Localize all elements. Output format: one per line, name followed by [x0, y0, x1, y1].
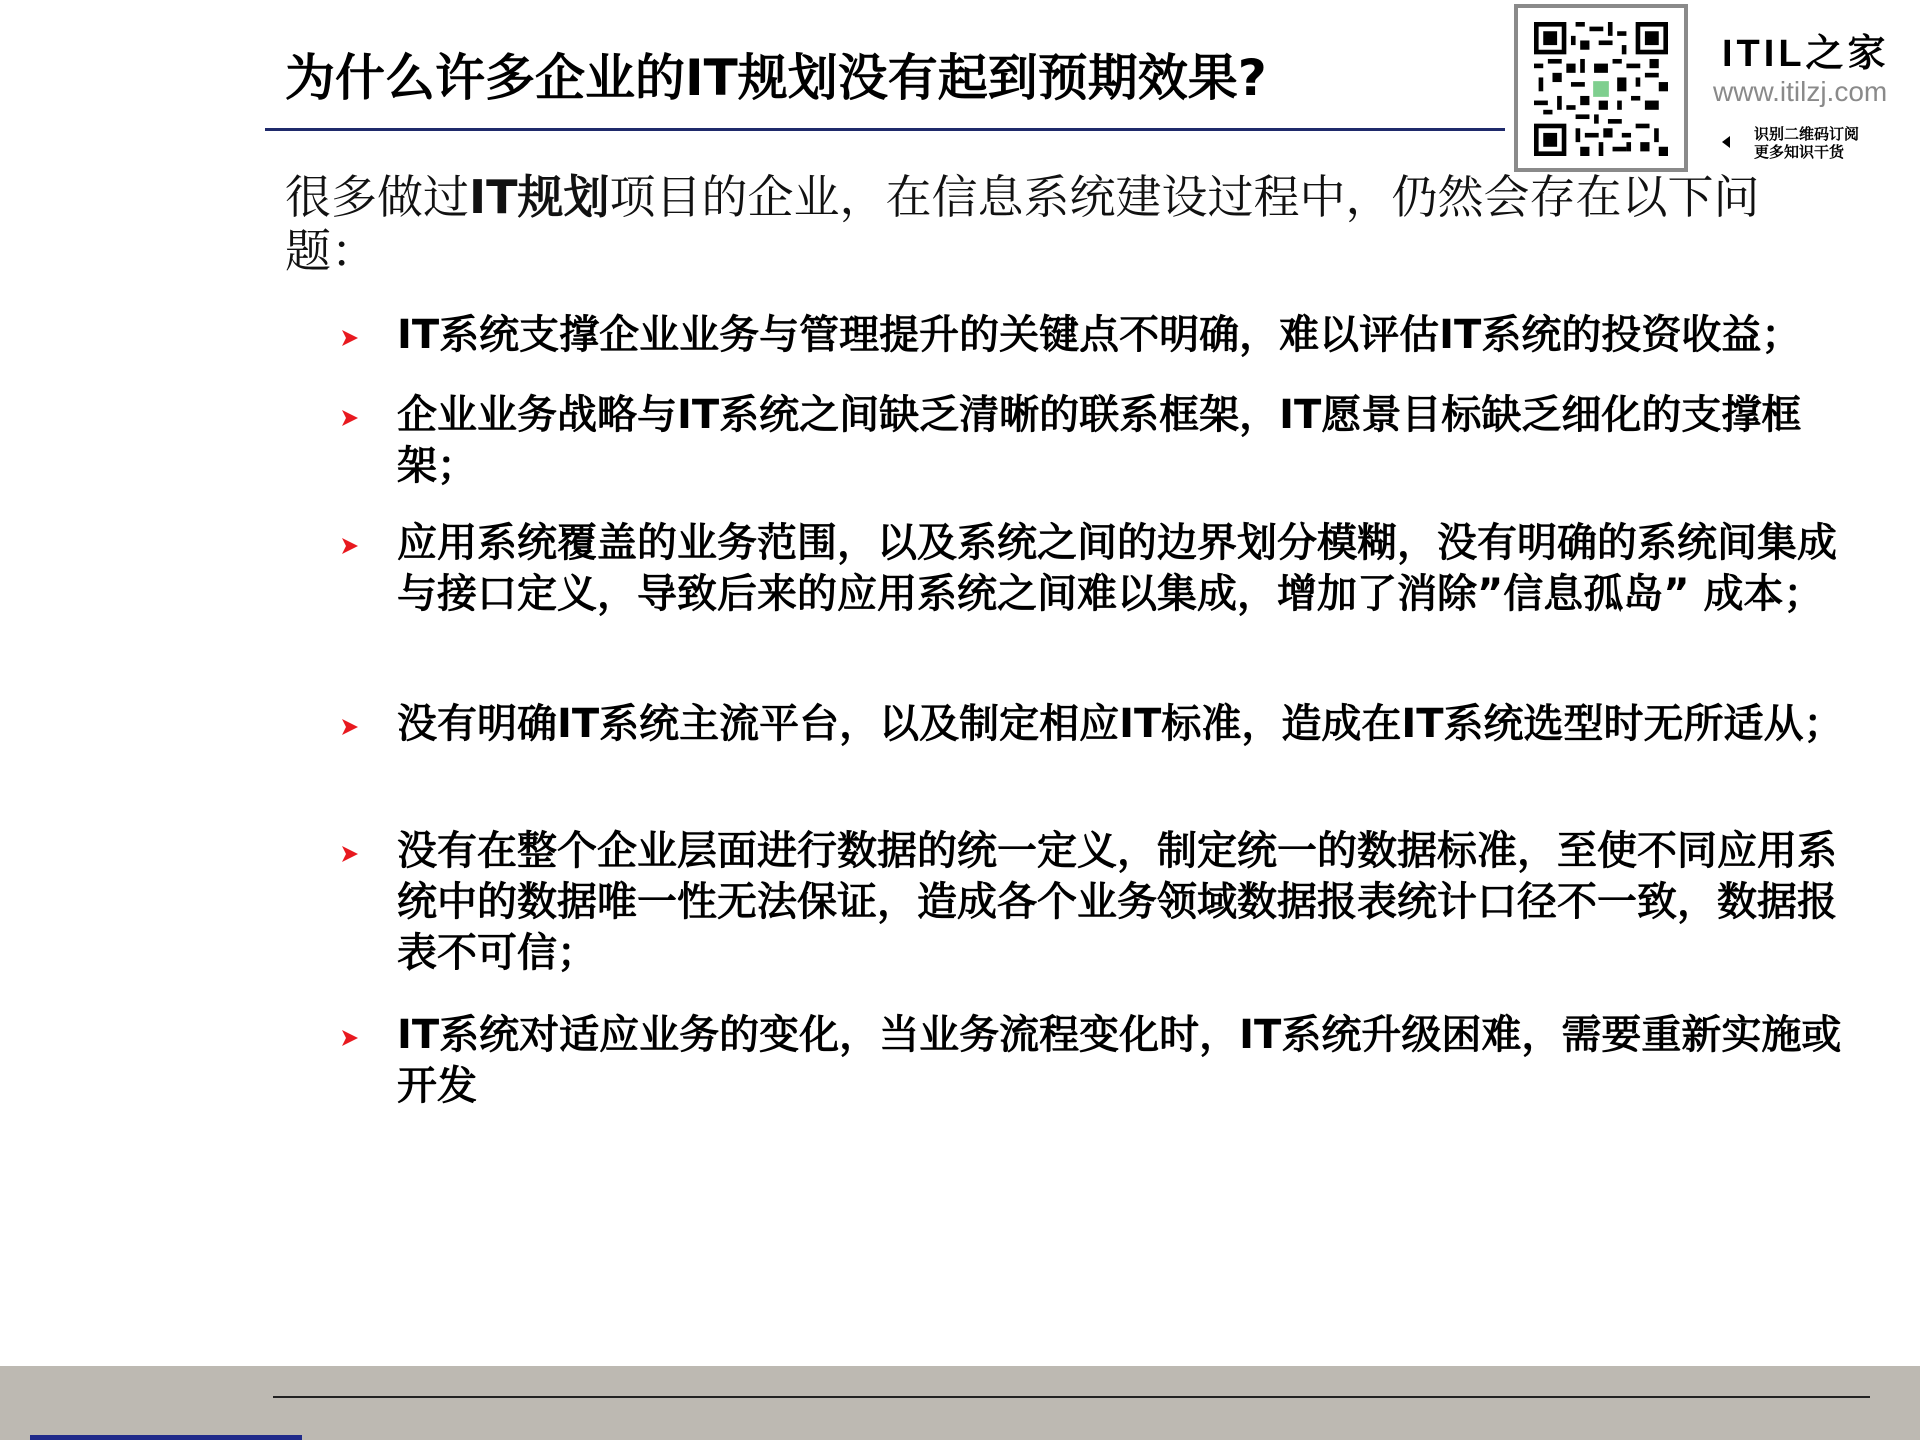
footer-band [0, 1366, 1920, 1440]
intro-prefix: 很多做过 [285, 170, 469, 224]
intro-suffix: 项目的企业，在信息系统建设过程中，仍然会存在以下问题： [285, 170, 1760, 278]
brand-note-line2: 更多知识干货 [1754, 143, 1845, 161]
list-item-text: 企业业务战略与IT系统之间缺乏清晰的联系框架，IT愿景目标缺乏细化的支撑框架； [397, 392, 1802, 489]
intro-bold: IT规划 [469, 170, 610, 224]
page-title: 为什么许多企业的IT规划没有起到预期效果? [285, 49, 1267, 107]
arrow-bullet-icon [340, 408, 360, 428]
arrow-bullet-icon [340, 717, 360, 737]
arrow-bullet-icon [340, 328, 360, 348]
list-item-text: 没有明确IT系统主流平台，以及制定相应IT标准，造成在IT系统选型时无所适从； [397, 701, 1844, 747]
list-item-text: IT系统支撑企业业务与管理提升的关键点不明确，难以评估IT系统的投资收益； [397, 312, 1802, 358]
arrow-bullet-icon [340, 1028, 360, 1048]
brand-note [1754, 125, 1859, 161]
intro-paragraph [285, 170, 1825, 278]
brand-note-line1: 识别二维码订阅 [1754, 125, 1860, 143]
list-item-text: IT系统对适应业务的变化，当业务流程变化时，IT系统升级困难，需要重新实施或开发 [397, 1012, 1842, 1109]
title-divider [265, 128, 1505, 131]
footer-divider [273, 1396, 1870, 1398]
list-item-text: 应用系统覆盖的业务范围，以及系统之间的边界划分模糊，没有明确的系统间集成与接口定义，导致后来的应用系统之间难以集成，增加了消除”信息孤岛” 成本； [397, 520, 1837, 617]
qr-code [1514, 4, 1688, 172]
arrow-bullet-icon [340, 536, 360, 556]
pointer-left-icon [1722, 136, 1730, 148]
arrow-bullet-icon [340, 844, 360, 864]
brand-url: www.itilzj.com [1713, 76, 1888, 107]
brand-name: ITIL之家 [1722, 33, 1890, 75]
qr-code-icon [1534, 22, 1668, 156]
footer-accent-bar [30, 1435, 302, 1440]
list-item-text: 没有在整个企业层面进行数据的统一定义，制定统一的数据标准，至使不同应用系统中的数据唯一性无法保证，造成各个业务领域数据报表统计口径不一致，数据报表不可信； [397, 828, 1837, 976]
